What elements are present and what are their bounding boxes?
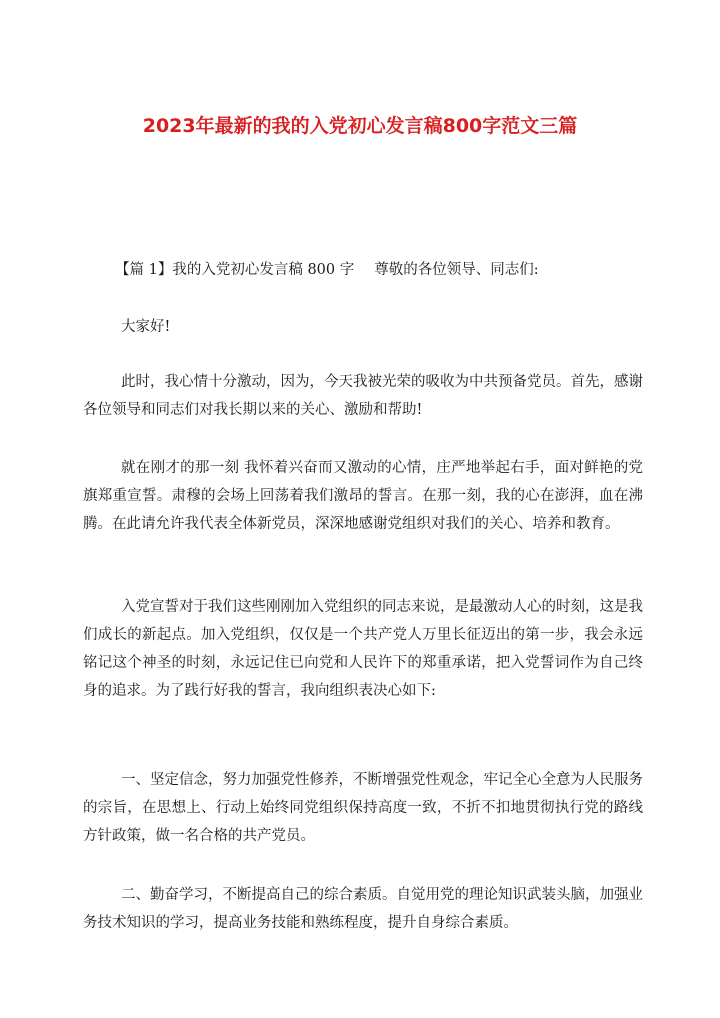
paragraph-greeting: 大家好! <box>121 319 171 335</box>
paragraph-pledge-one: 一、坚定信念，努力加强党性修养，不断增强党性观念，牢记全心全意为人民服务的宗旨，在思想上、行动上始终同党组织保持高度一致，不折不扣地贯彻执行党的路线方针政策，做一名合格的共产党员。 <box>83 772 643 844</box>
paragraph-oath: 就在刚才的那一刻 我怀着兴奋而又激动的心情，庄严地举起右手，面对鲜艳的党旗郑重宣誓。肃穆的会场上回荡着我们激昂的誓言。在那一刻，我的心在澎湃，血在沸腾。在此请允许我代表全体新党员，深深地感谢党组织对我们的关心、培养和教育。 <box>83 460 643 532</box>
paragraph-new-start: 入党宣誓对于我们这些刚刚加入党组织的同志来说，是最激动人心的时刻，这是我们成长的新起点。加入党组织，仅仅是一个共产党人万里长征迈出的第一步，我会永远铭记这个神圣的时刻，永远记住已向党和人民许下的郑重承诺，把入党誓词作为自己终身的追求。为了践行好我的誓言，我向组织表决心如下: <box>83 599 643 699</box>
salutation: 尊敬的各位领导、同志们: <box>374 262 539 278</box>
section-heading: 【篇 1】我的入党初心发言稿 800 字 <box>115 262 355 278</box>
paragraph-pledge-two: 二、勤奋学习，不断提高自己的综合素质。自觉用党的理论知识武装头脑，加强业务技术知识的学习，提高业务技能和熟练程度，提升自身综合素质。 <box>83 887 643 931</box>
section-intro <box>115 256 675 284</box>
paragraph-thanks: 此时，我心情十分激动，因为，今天我被光荣的吸收为中共预备党员。首先，感谢各位领导和同志们对我长期以来的关心、激励和帮助! <box>83 374 643 418</box>
document-title: 2023年最新的我的入党初心发言稿800字范文三篇 <box>142 115 578 137</box>
